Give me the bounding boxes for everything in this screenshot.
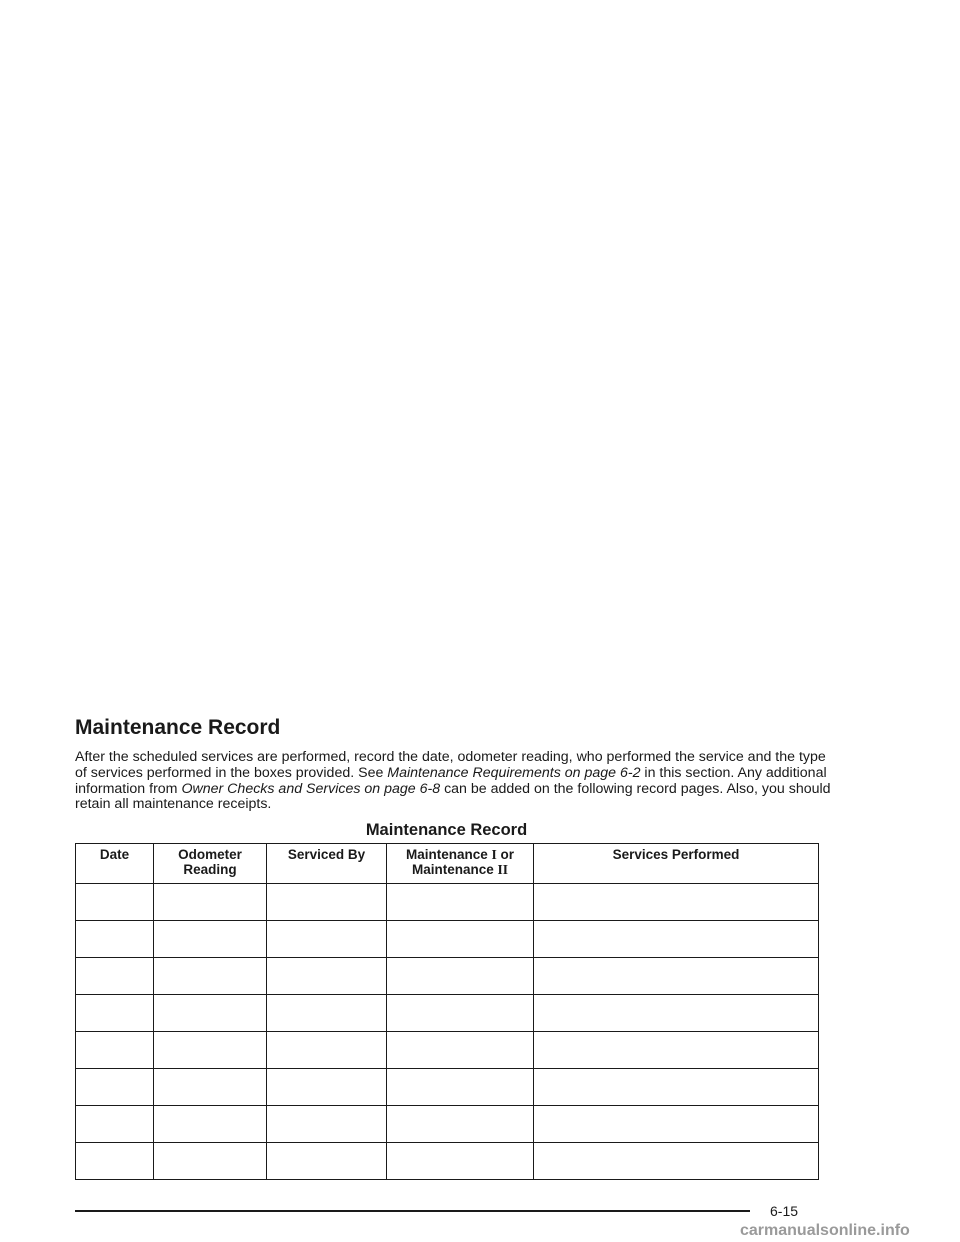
header-maint-label-2: Maintenance [411,862,498,877]
maintenance-type-cell[interactable] [387,1106,534,1143]
table-row [76,1069,819,1106]
serviced-by-cell[interactable] [267,1143,387,1180]
serviced-by-cell[interactable] [267,1106,387,1143]
odometer-cell[interactable] [154,995,267,1032]
maintenance-type-cell[interactable] [387,1143,534,1180]
odometer-cell[interactable] [154,1106,267,1143]
footer-rule [75,1210,750,1212]
odometer-cell[interactable] [154,1069,267,1106]
table-row [76,1106,819,1143]
serviced-by-cell[interactable] [267,921,387,958]
header-services-performed [534,844,819,884]
header-reading-label: Reading [183,862,237,877]
header-maint-label-1: Maintenance [405,847,492,862]
date-cell[interactable] [76,995,154,1032]
header-serviced-by-label: Serviced By [287,847,366,862]
maintenance-type-cell[interactable] [387,1069,534,1106]
intro-paragraph [75,750,835,813]
header-maintenance-type [387,844,534,884]
services-performed-cell[interactable] [534,1032,819,1069]
table-title: Maintenance Record [365,821,528,839]
maintenance-type-cell[interactable] [387,995,534,1032]
services-performed-cell[interactable] [534,958,819,995]
date-cell[interactable] [76,921,154,958]
odometer-cell[interactable] [154,1143,267,1180]
table-body [76,884,819,1180]
serviced-by-cell[interactable] [267,884,387,921]
date-cell[interactable] [76,1032,154,1069]
maintenance-type-cell[interactable] [387,921,534,958]
table-row [76,884,819,921]
header-odometer-reading [154,844,267,884]
odometer-cell[interactable] [154,1032,267,1069]
table-row [76,921,819,958]
cross-reference-link[interactable]: Owner Checks and Services on page 6-8 [181,780,441,797]
section-heading: Maintenance Record [75,716,281,739]
table-row [76,1032,819,1069]
serviced-by-cell[interactable] [267,1032,387,1069]
table-row [76,995,819,1032]
odometer-cell[interactable] [154,884,267,921]
maintenance-type-cell[interactable] [387,1032,534,1069]
maintenance-type-cell[interactable] [387,958,534,995]
header-date-label: Date [99,847,130,862]
header-maint-roman-1: I [491,847,497,862]
intro-text-3: can be added on the following record pages. Also, you should retain all maintenance receipts. [75,780,831,813]
odometer-cell[interactable] [154,958,267,995]
header-services-label: Services Performed [612,847,740,862]
cross-reference-link[interactable]: Maintenance Requirements on page 6-2 [387,764,641,781]
serviced-by-cell[interactable] [267,958,387,995]
services-performed-cell[interactable] [534,884,819,921]
intro-text-1: After the scheduled services are performed, record the date, odometer reading, who performed the service and the type of services performed in the boxes provided. See [75,749,826,781]
page-number: 6-15 [770,1203,799,1219]
services-performed-cell[interactable] [534,995,819,1032]
services-performed-cell[interactable] [534,1106,819,1143]
header-date [76,844,154,884]
date-cell[interactable] [76,884,154,921]
table-header-row [76,844,819,884]
date-cell[interactable] [76,1106,154,1143]
maintenance-record-table [75,843,819,1180]
watermark: carmanualsonline.info [740,1222,910,1239]
header-maint-or: or [496,847,515,862]
services-performed-cell[interactable] [534,1069,819,1106]
date-cell[interactable] [76,1143,154,1180]
date-cell[interactable] [76,958,154,995]
table-row [76,1143,819,1180]
odometer-cell[interactable] [154,921,267,958]
services-performed-cell[interactable] [534,921,819,958]
header-maint-roman-2: II [497,862,509,877]
table-row [76,958,819,995]
header-serviced-by [267,844,387,884]
intro-text-2: in this section. Any additional information from [75,764,827,797]
header-odometer-label: Odometer [178,847,242,862]
services-performed-cell[interactable] [534,1143,819,1180]
maintenance-type-cell[interactable] [387,884,534,921]
serviced-by-cell[interactable] [267,1069,387,1106]
date-cell[interactable] [76,1069,154,1106]
serviced-by-cell[interactable] [267,995,387,1032]
